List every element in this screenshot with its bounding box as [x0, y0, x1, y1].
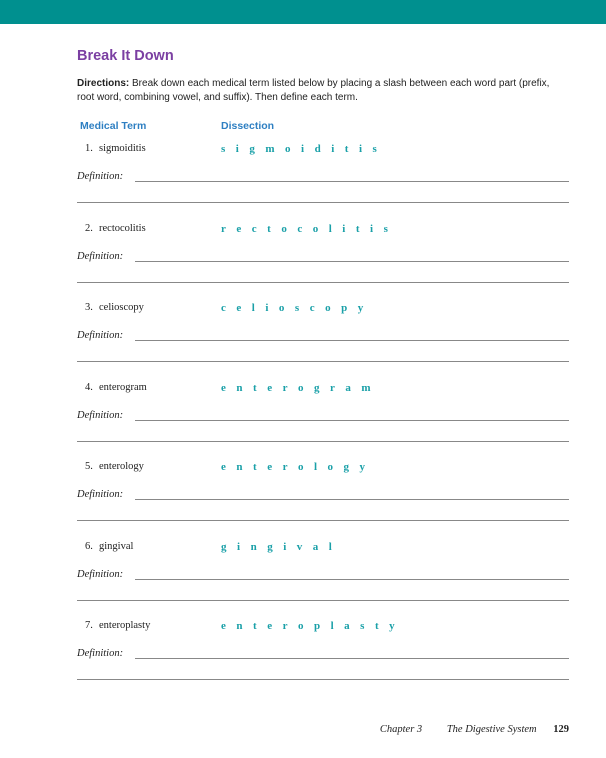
dissection-letter: l [330, 620, 334, 632]
dissection-letters[interactable] [221, 143, 387, 155]
definition-label: Definition: [77, 171, 124, 182]
term-text: celioscopy [99, 302, 144, 313]
directions [77, 77, 567, 104]
dissection-letter: c [221, 302, 226, 314]
dissection-letter: i [370, 222, 374, 235]
dissection-letter: t [253, 461, 257, 473]
definition-label: Definition: [77, 648, 124, 659]
dissection-letter: l [251, 302, 255, 314]
dissection-letters[interactable] [221, 382, 381, 394]
term-text: sigmoiditis [99, 143, 146, 154]
footer-system: The Digestive System [446, 724, 537, 735]
definition-line[interactable] [77, 679, 569, 680]
dissection-letter: o [297, 461, 304, 473]
dissection-letter: e [236, 302, 242, 314]
dissection-letter: a [312, 540, 319, 553]
term-number: 1. [85, 143, 93, 154]
definition-line[interactable] [77, 202, 569, 203]
directions-label: Directions: [77, 78, 130, 89]
dissection-letter: g [221, 540, 227, 553]
dissection-letter: p [341, 302, 348, 314]
term-number: 7. [85, 620, 93, 631]
definition-label: Definition: [77, 250, 124, 262]
dissection-letter: o [297, 381, 304, 394]
definition-line[interactable] [77, 520, 569, 521]
dissection-letter: e [236, 222, 242, 235]
medical-term [85, 382, 147, 393]
dissection-letter: y [357, 302, 364, 314]
column-header-dissection: Dissection [221, 120, 275, 132]
dissection-letter: d [314, 143, 321, 155]
term-text: enterology [99, 461, 144, 472]
term-entry [77, 620, 569, 700]
dissection-letter: n [250, 540, 257, 553]
term-entry [77, 541, 569, 621]
dissection-letter: a [345, 381, 351, 394]
definition-line[interactable] [135, 181, 569, 182]
dissection-letter: t [344, 143, 349, 155]
medical-term [85, 223, 146, 234]
medical-term [85, 302, 144, 313]
dissection-letter: o [278, 302, 285, 314]
dissection-letter: y [359, 461, 366, 473]
dissection-letter: c [309, 302, 315, 314]
dissection-letter: g [267, 540, 273, 553]
definition-label: Definition: [77, 409, 124, 421]
term-entry [77, 302, 569, 382]
dissection-letters[interactable] [221, 223, 398, 235]
term-entry [77, 143, 569, 223]
dissection-letter: o [281, 222, 287, 235]
dissection-letter: r [282, 461, 288, 473]
definition-line[interactable] [135, 420, 569, 421]
definition-line[interactable] [77, 441, 569, 442]
term-text: gingival [99, 540, 134, 552]
dissection-letter: i [331, 143, 335, 155]
medical-term [85, 461, 144, 472]
term-entry [77, 461, 569, 541]
dissection-letter: e [267, 620, 273, 632]
dissection-letter: o [285, 143, 291, 155]
dissection-letter: m [361, 381, 371, 394]
medical-term [85, 620, 150, 631]
dissection-letter: a [344, 620, 350, 632]
dissection-letter: n [236, 461, 243, 473]
dissection-letter: s [383, 222, 388, 235]
dissection-letter: i [342, 222, 346, 235]
dissection-letter: p [313, 620, 321, 632]
dissection-letter: o [312, 222, 319, 235]
medical-term [85, 143, 146, 154]
dissection-letter: l [313, 461, 318, 473]
dissection-letter: l [328, 222, 332, 235]
dissection-letter: t [355, 222, 360, 235]
medical-term [85, 541, 133, 552]
definition-label: Definition: [77, 330, 124, 341]
dissection-letter: e [267, 461, 273, 473]
footer-chapter: Chapter 3 [379, 724, 423, 735]
column-header-term: Medical Term [80, 120, 147, 132]
dissection-letter: s [360, 620, 365, 632]
dissection-letter: i [235, 143, 239, 155]
page-footer [380, 724, 569, 735]
dissection-letters[interactable] [221, 302, 374, 314]
term-entry [77, 223, 569, 303]
dissection-letter: v [296, 540, 303, 553]
term-number: 4. [85, 381, 93, 393]
term-text: rectocolitis [99, 222, 146, 234]
dissection-letter: t [253, 381, 257, 394]
dissection-letters[interactable] [221, 541, 342, 553]
section-title: Break It Down [77, 48, 174, 64]
dissection-letter: g [343, 461, 350, 473]
definition-line[interactable] [77, 361, 569, 362]
dissection-letter: r [329, 381, 335, 394]
dissection-letter: s [221, 143, 226, 155]
term-number: 6. [85, 540, 93, 552]
definition-label: Definition: [77, 568, 124, 580]
dissection-letter: o [327, 461, 334, 473]
term-text: enterogram [99, 381, 147, 393]
header-bar [0, 0, 606, 24]
dissection-letter: i [265, 302, 269, 314]
dissection-letter: o [297, 620, 304, 632]
term-number: 5. [85, 461, 93, 472]
definition-line[interactable] [135, 579, 569, 580]
dissection-letter: n [236, 381, 243, 394]
dissection-letter: o [325, 302, 331, 314]
dissection-letter: t [267, 222, 271, 235]
definition-line[interactable] [135, 340, 569, 341]
dissection-letter: s [372, 143, 377, 155]
dissection-letter: c [297, 222, 303, 235]
dissection-letters[interactable] [221, 620, 405, 632]
dissection-letter: t [253, 620, 257, 632]
definition-line[interactable] [135, 499, 569, 500]
dissection-letter: r [282, 620, 288, 632]
definition-line[interactable] [77, 282, 569, 283]
definition-line[interactable] [135, 261, 569, 262]
dissection-letter: n [236, 620, 243, 632]
dissection-letter: e [267, 381, 273, 394]
dissection-letter: g [249, 143, 255, 155]
dissection-letter: g [313, 381, 320, 394]
dissection-letter: t [374, 620, 379, 632]
term-text: enteroplasty [99, 620, 151, 631]
dissection-letter: r [282, 381, 288, 394]
dissection-letter: s [294, 302, 300, 314]
directions-text: Break down each medical term listed below by placing a slash between each word part (prefix, root word, combining vowel, and suffix). Then define each term. [77, 78, 550, 103]
term-entry [77, 382, 569, 462]
dissection-letter: l [328, 540, 332, 553]
dissection-letter: i [301, 143, 305, 155]
page-number: 129 [553, 724, 569, 735]
dissection-letter: i [283, 540, 287, 553]
dissection-letter: i [358, 143, 362, 155]
dissection-letter: e [221, 461, 226, 473]
dissection-letter: r [221, 222, 226, 235]
dissection-letter: m [265, 143, 275, 155]
dissection-letter: e [221, 381, 226, 394]
dissection-letter: y [389, 620, 395, 632]
dissection-letters[interactable] [221, 461, 376, 473]
dissection-letter: c [251, 222, 257, 235]
definition-label: Definition: [77, 489, 124, 500]
term-number: 2. [85, 222, 93, 234]
definition-line[interactable] [77, 600, 569, 601]
definition-line[interactable] [135, 658, 569, 659]
dissection-letter: i [237, 540, 241, 553]
dissection-letter: e [221, 620, 226, 632]
term-number: 3. [85, 302, 93, 313]
